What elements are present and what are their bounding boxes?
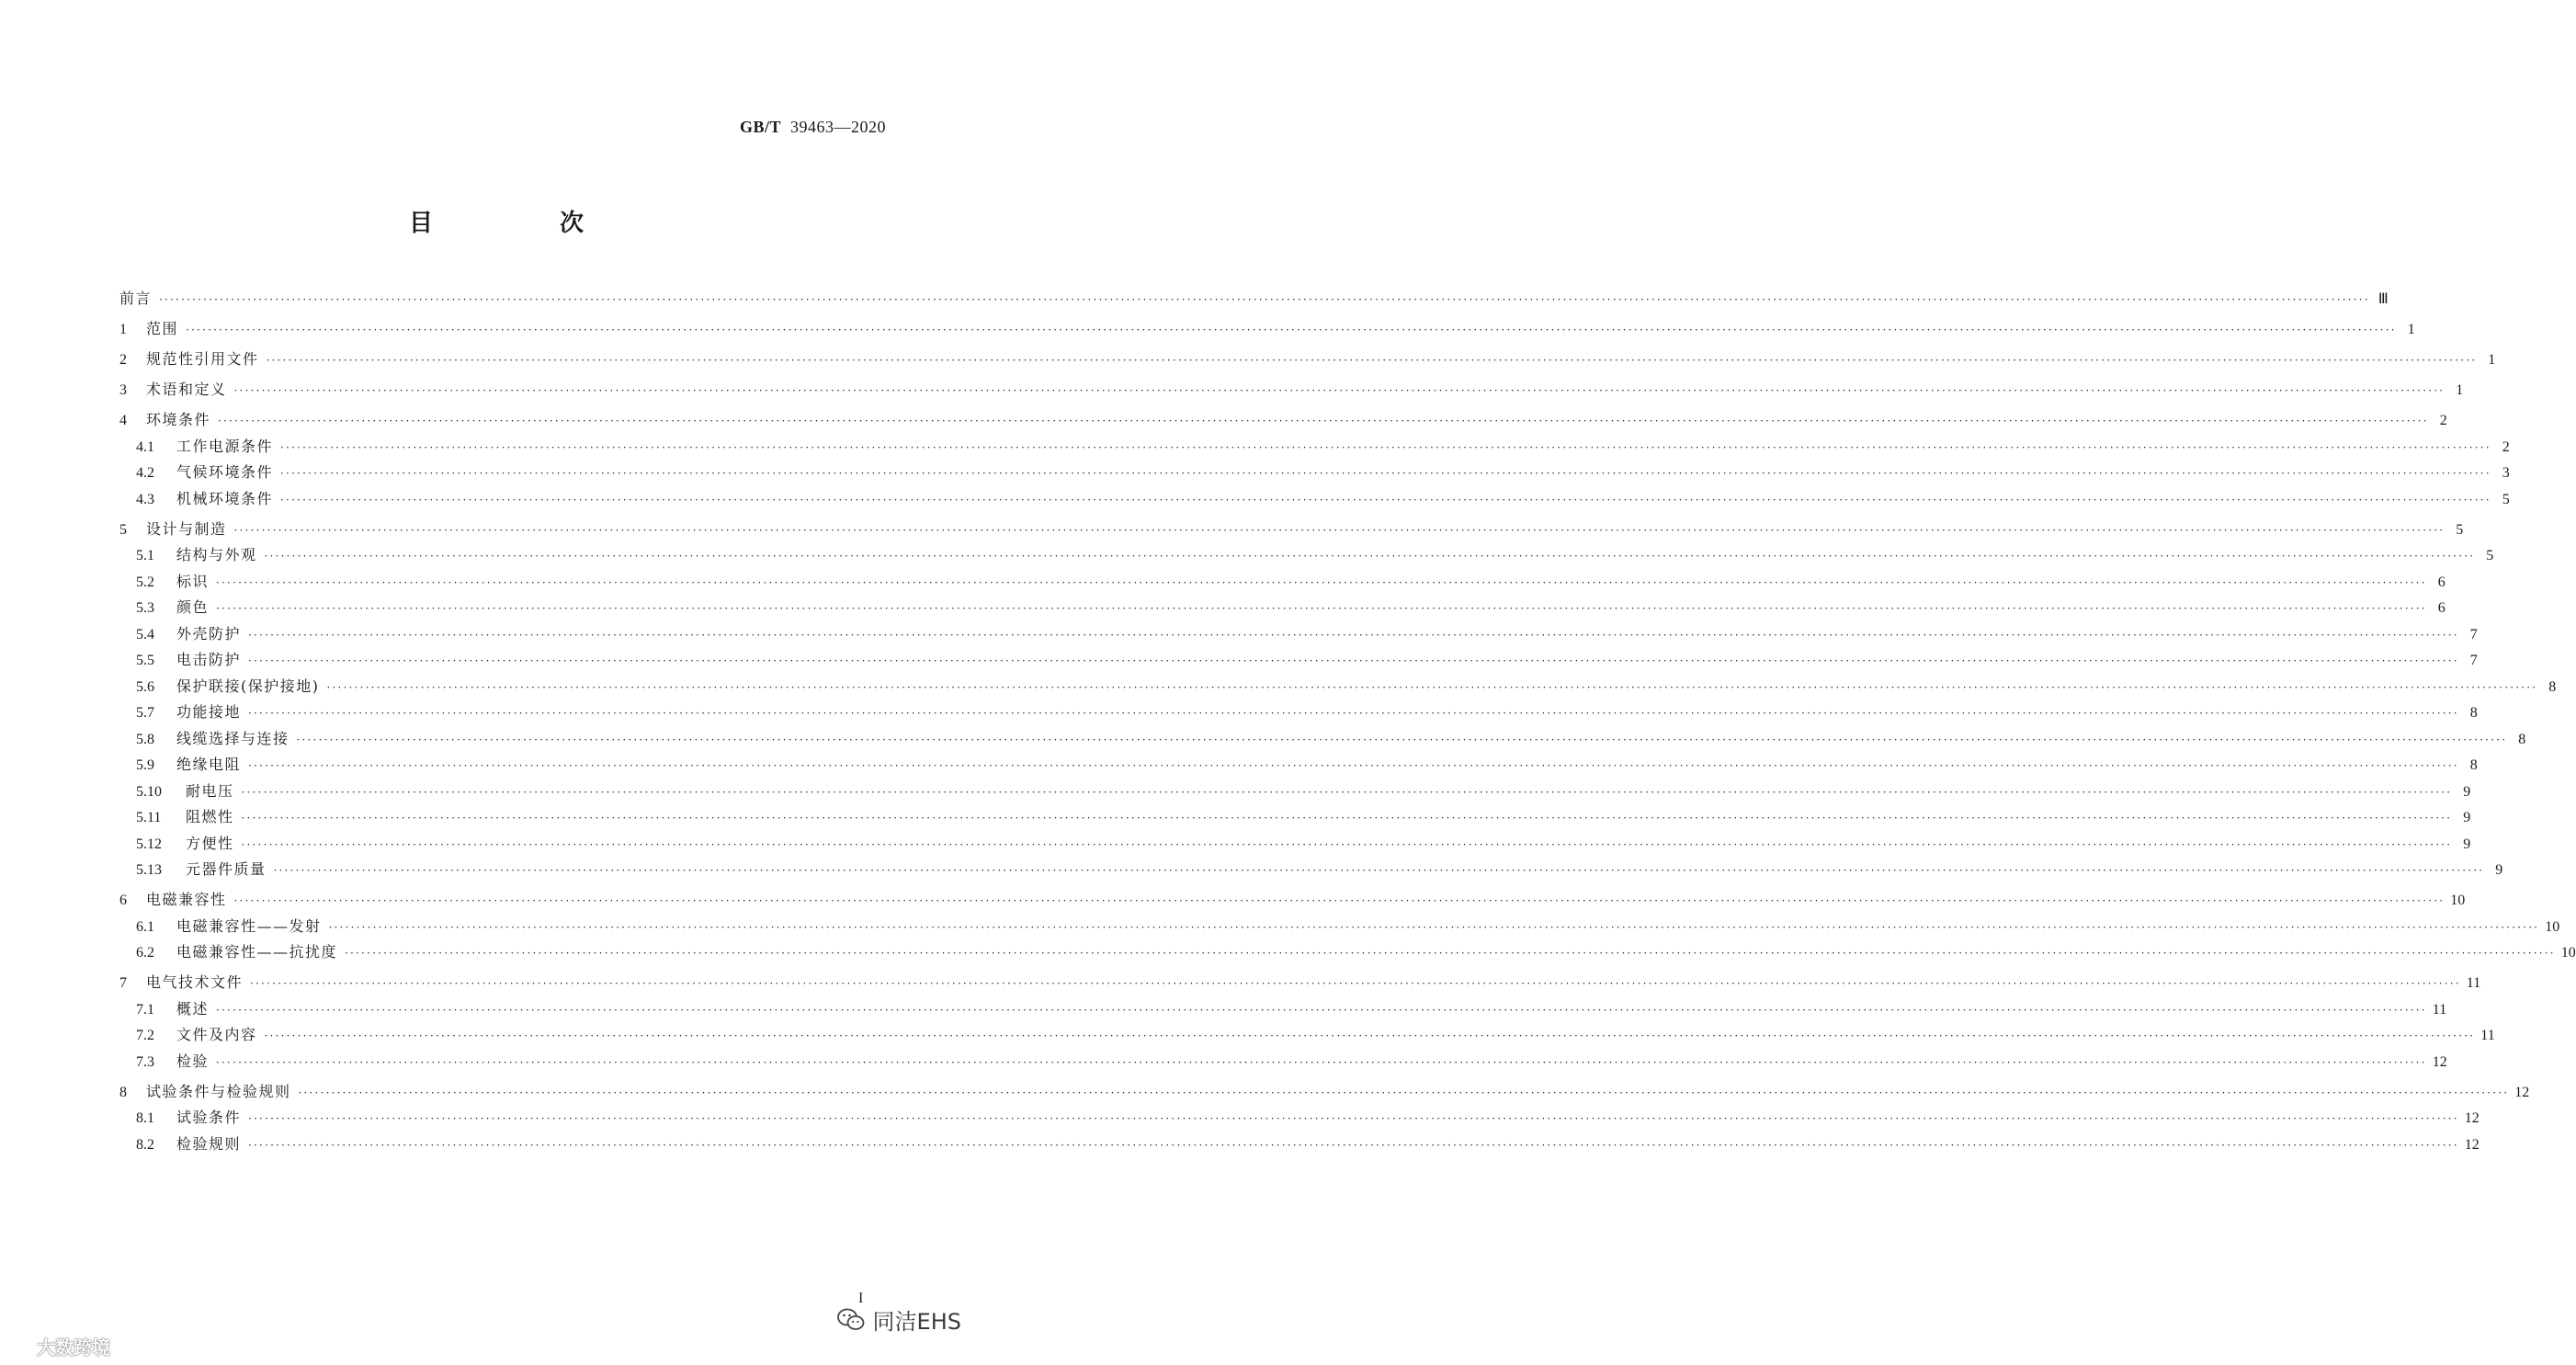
toc-entry: [119, 752, 2478, 779]
toc-leader-dots: ················································································································································································································································································································································································································: [280, 467, 2491, 480]
toc-entry-number: 4.3: [136, 491, 154, 507]
toc-title: 目 次: [408, 210, 635, 237]
toc-entry-number: 5.1: [136, 548, 154, 563]
standard-prefix: GB/T: [739, 118, 781, 136]
toc-entry: [119, 804, 2471, 831]
toc-entry-label: 文件及内容: [176, 1026, 257, 1043]
toc-entry-page: 7: [2469, 653, 2478, 668]
toc-entry-page: 1: [2488, 352, 2496, 368]
toc-entry-label: 概述: [176, 999, 210, 1018]
toc-entry-number: 4.1: [136, 438, 154, 455]
toc-entry: [119, 1049, 2447, 1075]
toc-entry-page: 10: [2545, 918, 2560, 935]
toc-entry-label: 保护联接(保护接地): [176, 677, 320, 695]
toc-leader-dots: ················································································································································································································································································································································································································: [266, 354, 2478, 367]
toc-leader-dots: ················································································································································································································································································································································································································: [159, 293, 2370, 306]
toc-entry-page: 5: [2486, 548, 2494, 563]
toc-entry-number: 7.3: [136, 1053, 154, 1070]
standard-code: [740, 118, 886, 137]
toc-leader-dots: ················································································································································································································································································································································································································: [264, 1029, 2476, 1042]
toc-entry: [119, 887, 2466, 914]
toc-leader-dots: ················································································································································································································································································································································································································: [233, 894, 2445, 907]
toc-entry-number: 5.12: [136, 836, 162, 852]
brand-logo-icon: [7, 1337, 31, 1357]
toc-entry-number: 5.13: [136, 862, 162, 878]
toc-entry-number: 7: [119, 975, 127, 991]
toc-leader-dots: ················································································································································································································································································································································································································: [241, 812, 2453, 825]
wechat-icon: [836, 1307, 866, 1333]
toc-entry-number: 5.10: [136, 783, 162, 800]
toc-entry-label: 电击防护: [176, 651, 242, 668]
toc-leader-dots: ················································································································································································································································································································································································································: [241, 785, 2453, 799]
standard-number: 39463—2020: [790, 118, 886, 136]
toc-entry-page: 8: [2469, 757, 2478, 773]
toc-entry: [119, 377, 2464, 404]
toc-leader-dots: ················································································································································································································································································································································································································: [264, 550, 2476, 563]
toc-entry-number: 5.4: [136, 626, 154, 643]
toc-entry-label: 检验规则: [176, 1134, 242, 1153]
toc-entry: [119, 1105, 2480, 1132]
toc-entry-label: 线缆选择与连接: [176, 729, 289, 747]
watermark-left-text: 大数跨境: [37, 1337, 110, 1359]
toc-entry-number: 6.1: [136, 918, 154, 935]
toc-entry-number: 5.8: [136, 731, 154, 747]
toc-entry-number: 4.2: [136, 465, 154, 481]
toc-entry: [119, 970, 2481, 996]
toc-entry-label: 试验条件与检验规则: [146, 1082, 291, 1100]
toc-entry-page: 5: [2502, 491, 2510, 507]
toc-entry-page: 8: [2469, 705, 2478, 721]
toc-leader-dots: ················································································································································································································································································································································································································: [273, 864, 2485, 877]
toc-entry: [119, 996, 2447, 1023]
toc-leader-dots: ················································································································································································································································································································································································································: [233, 523, 2445, 537]
watermark-right-text: 同洁EHS: [872, 1309, 961, 1335]
toc-leader-dots: ················································································································································································································································································································································································································: [298, 1086, 2510, 1099]
toc-leader-dots: ················································································································································································································································································································································································································: [248, 628, 2459, 642]
toc-entry-label: 外壳防护: [176, 624, 242, 643]
toc-entry-number: 5: [119, 521, 127, 538]
toc-entry-page: 10: [2450, 893, 2466, 908]
toc-entry: [119, 434, 2510, 461]
toc-entry: [119, 569, 2445, 596]
toc-entry: [119, 1132, 2480, 1158]
toc-entry-page: 11: [2480, 1028, 2495, 1043]
toc-entry-page: 12: [2464, 1136, 2480, 1153]
toc-entry: [119, 316, 2415, 343]
toc-entry: [119, 914, 2560, 940]
toc-entry-number: 2: [119, 352, 127, 368]
toc-entry-page: 9: [2463, 810, 2471, 825]
toc-entry-label: 电磁兼容性——抗扰度: [176, 943, 338, 961]
toc-entry-page: 12: [2464, 1110, 2480, 1126]
toc-entry-number: 7.2: [136, 1028, 154, 1043]
toc-entry-label: 环境条件: [146, 411, 211, 428]
toc-entry-label: 试验条件: [176, 1109, 242, 1126]
toc-entry-page: 1: [2407, 322, 2415, 337]
toc-entry: [119, 517, 2464, 543]
toc-entry-label: 电磁兼容性——发射: [176, 916, 322, 935]
toc-entry-number: 1: [119, 322, 127, 337]
toc-entry-label: 电磁兼容性: [146, 891, 227, 908]
toc-entry: [119, 726, 2526, 753]
toc-entry-number: 4: [119, 413, 127, 428]
toc-entry-number: 8: [119, 1084, 127, 1100]
toc-entry-page: 8: [2548, 678, 2557, 695]
toc-entry: [119, 286, 2389, 313]
toc-entry-page: 5: [2456, 521, 2464, 538]
toc-leader-dots: ················································································································································································································································································································································································································: [218, 415, 2429, 427]
toc-entry: [119, 542, 2494, 569]
toc-entry-label: 颜色: [176, 598, 210, 616]
toc-leader-dots: ················································································································································································································································································································································································································: [248, 759, 2459, 772]
toc-leader-dots: ················································································································································································································································································································································································································: [326, 680, 2538, 694]
toc-entry-label: 阻燃性: [186, 808, 234, 825]
toc-entry-label: 气候环境条件: [176, 463, 274, 481]
toc-entry: [119, 700, 2478, 726]
watermark-left: [7, 1333, 110, 1359]
toc-leader-dots: ················································································································································································································································································································································································································: [216, 1055, 2427, 1069]
toc-entry: [119, 939, 2576, 966]
toc-leader-dots: ················································································································································································································································································································································································································: [280, 440, 2491, 454]
toc-entry-number: 5.5: [136, 653, 154, 668]
toc-leader-dots: ················································································································································································································································································································································································································: [216, 602, 2427, 615]
toc-leader-dots: ················································································································································································································································································································································································································: [241, 837, 2453, 851]
toc-leader-dots: ················································································································································································································································································································································································································: [216, 575, 2427, 589]
toc-entry: [119, 831, 2471, 858]
toc-entry-page: 11: [2466, 975, 2481, 991]
toc-entry-page: 1: [2456, 382, 2464, 398]
toc-entry-number: 6.2: [136, 945, 154, 961]
toc-entry: [119, 595, 2445, 621]
toc-entry-number: 3: [119, 382, 127, 398]
toc-entry: [119, 647, 2478, 674]
toc-entry-page: 9: [2463, 836, 2471, 852]
toc-entry-number: 5.2: [136, 574, 154, 590]
toc-entry-page: 12: [2514, 1084, 2530, 1100]
toc-entry-number: 6: [119, 893, 127, 908]
toc-entry-label: 前言: [119, 290, 153, 307]
toc-entry-page: 6: [2437, 600, 2445, 616]
toc-entry-page: 10: [2560, 945, 2576, 961]
toc-entry-label: 设计与制造: [146, 519, 227, 538]
toc-entry-page: 2: [2439, 413, 2447, 428]
toc-entry-label: 范围: [146, 320, 179, 337]
toc-entry-label: 耐电压: [186, 781, 234, 800]
toc-entry-page: 11: [2432, 1001, 2447, 1018]
toc-entry-page: 9: [2495, 862, 2503, 878]
toc-entry: [119, 486, 2510, 513]
toc-entry: [119, 779, 2471, 805]
toc-entry-page: 3: [2502, 465, 2510, 481]
toc-leader-dots: ················································································································································································································································································································································································································: [345, 947, 2556, 960]
toc-entry-label: 术语和定义: [146, 381, 227, 398]
toc-entry: [119, 621, 2478, 648]
toc-leader-dots: ················································································································································································································································································································································································································: [248, 707, 2459, 720]
toc-entry-page: 7: [2469, 626, 2478, 643]
toc-leader-dots: ················································································································································································································································································································································································································: [296, 733, 2508, 746]
toc-leader-dots: ················································································································································································································································································································································································································: [248, 1112, 2459, 1125]
toc-leader-dots: ················································································································································································································································································································································································································: [250, 977, 2461, 990]
toc-entry-page: Ⅲ: [2377, 291, 2389, 307]
watermark-right: [836, 1303, 961, 1336]
toc-entry: [119, 347, 2496, 373]
toc-leader-dots: ················································································································································································································································································································································································································: [233, 384, 2445, 397]
toc-leader-dots: ················································································································································································································································································································································································································: [328, 920, 2540, 934]
toc-entry-number: 5.3: [136, 600, 154, 616]
toc-entry-label: 标识: [176, 572, 210, 590]
toc-entry-page: 9: [2463, 783, 2471, 800]
page-number: I: [858, 1291, 864, 1306]
toc-leader-dots: ················································································································································································································································································································································································································: [248, 1138, 2459, 1152]
toc-entry-label: 功能接地: [176, 703, 242, 721]
toc-entry: [119, 857, 2503, 883]
toc-entry-label: 规范性引用文件: [146, 350, 259, 368]
toc-leader-dots: ················································································································································································································································································································································································································: [216, 1003, 2427, 1017]
toc-leader-dots: ················································································································································································································································································································································································································: [248, 654, 2459, 667]
toc-entry: [119, 1022, 2495, 1049]
table-of-contents: [119, 286, 2576, 1157]
toc-entry-number: 5.7: [136, 705, 154, 721]
toc-entry-page: 6: [2437, 574, 2445, 590]
toc-entry: [119, 460, 2510, 486]
toc-entry-label: 检验: [176, 1052, 210, 1070]
toc-leader-dots: ················································································································································································································································································································································································································: [186, 324, 2397, 336]
toc-entry-number: 5.6: [136, 678, 154, 695]
toc-entry-number: 8.1: [136, 1110, 154, 1126]
toc-entry-page: 8: [2518, 731, 2526, 747]
toc-entry-page: 2: [2502, 438, 2510, 455]
toc-leader-dots: ················································································································································································································································································································································································································: [280, 493, 2491, 506]
toc-entry-label: 结构与外观: [176, 546, 257, 563]
toc-entry-number: 8.2: [136, 1136, 154, 1153]
toc-entry-label: 电气技术文件: [146, 973, 244, 991]
toc-entry-label: 机械环境条件: [176, 489, 274, 507]
toc-entry: [119, 1079, 2530, 1106]
toc-entry-page: 12: [2432, 1053, 2447, 1070]
toc-entry: [119, 674, 2557, 700]
toc-entry-number: 5.11: [136, 810, 162, 825]
toc-entry-label: 方便性: [186, 834, 234, 852]
toc-entry-label: 绝缘电阻: [176, 756, 242, 773]
toc-entry-number: 5.9: [136, 757, 154, 773]
toc-entry: [119, 407, 2447, 434]
toc-entry-label: 元器件质量: [186, 860, 267, 878]
toc-entry-label: 工作电源条件: [176, 437, 274, 455]
toc-entry-number: 7.1: [136, 1001, 154, 1018]
